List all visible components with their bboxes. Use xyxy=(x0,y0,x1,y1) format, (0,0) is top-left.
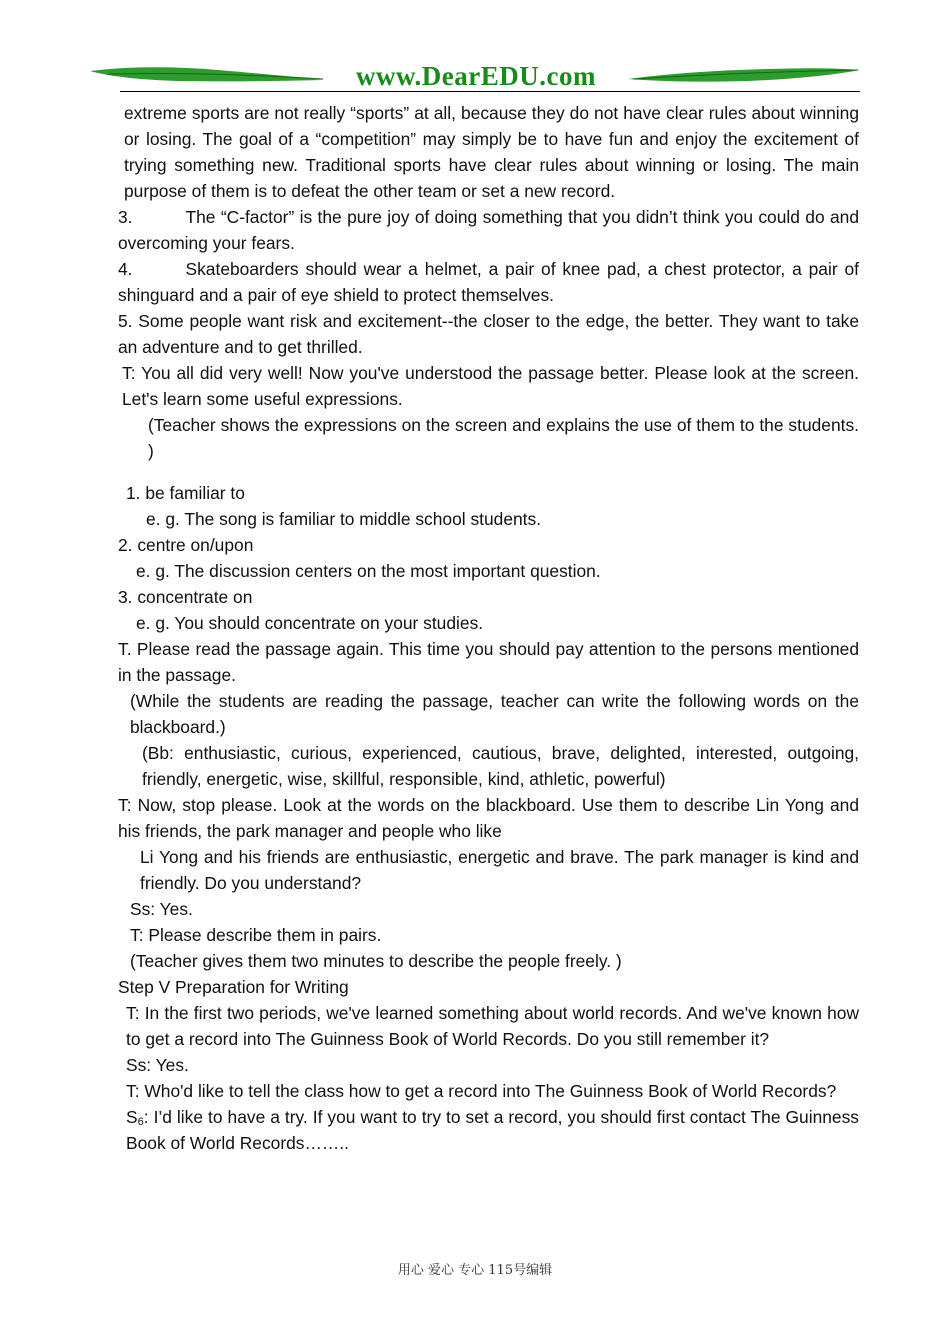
numbered-item xyxy=(118,204,859,256)
students-line: Ss: Yes. xyxy=(126,1055,189,1075)
example-line: e. g. The discussion centers on the most important question. xyxy=(136,561,601,581)
section-heading: Step V Preparation for Writing xyxy=(118,977,349,997)
numbered-item xyxy=(118,256,859,308)
student-line xyxy=(118,1104,859,1156)
blackboard-words: (Bb: enthusiastic, curious, experienced, cautious, brave, delighted, interested, outgoing, friendly, energetic, wise, skillful, responsible, kind, athletic, powerful) xyxy=(142,743,859,789)
speaker-label: S xyxy=(126,1107,138,1127)
item-text: The “C-factor” is the pure joy of doing something that you didn’t think you could do and overcoming your fears. xyxy=(118,207,859,253)
expression-item: 2. centre on/upon xyxy=(118,535,254,555)
student-text: : I’d like to have a try. If you want to try to set a record, you should first contact The Guinness Book of World Records…….. xyxy=(126,1107,859,1153)
site-header xyxy=(88,58,864,98)
students-line: Ss: Yes. xyxy=(130,899,193,919)
expression-item: 3. concentrate on xyxy=(118,587,253,607)
numbered-item: 5. Some people want risk and excitement--the closer to the edge, the better. They want to take an adventure and to get thrilled. xyxy=(118,311,859,357)
site-logo-text[interactable]: www.DearEDU.com xyxy=(356,61,596,91)
speaker-number: 6 xyxy=(137,1116,144,1128)
example-line: e. g. The song is familiar to middle school students. xyxy=(146,509,542,529)
paragraph: Li Yong and his friends are enthusiastic, energetic and brave. The park manager is kind and friendly. Do you understand? xyxy=(140,847,859,893)
teacher-line: T: Who'd like to tell the class how to get a record into The Guinness Book of World Records? xyxy=(126,1081,837,1101)
item-number: 4. xyxy=(118,259,133,279)
example-line: e. g. You should concentrate on your studies. xyxy=(136,613,484,633)
teacher-line: T: Now, stop please. Look at the words on the blackboard. Use them to describe Lin Yong and his friends, the park manager and people who like xyxy=(118,795,859,841)
teacher-line: T: In the first two periods, we've learned something about world records. And we've known how to get a record into The Guinness Book of World Records. Do you still remember it? xyxy=(126,1003,859,1049)
paragraph: extreme sports are not really “sports” at all, because they do not have clear rules about winning or losing. The goal of a “competition” may simply be to have fun and enjoy the excitement of trying something new. Traditional sports have clear rules about winning or losing. The main purpose of them is to defeat the other team or set a new record. xyxy=(124,103,859,201)
stage-direction: (Teacher shows the expressions on the screen and explains the use of them to the students. ) xyxy=(148,415,859,461)
expression-item: 1. be familiar to xyxy=(126,483,245,503)
page-footer: 用心 爱心 专心 115号编辑 xyxy=(397,1263,553,1278)
item-number: 3. xyxy=(118,207,133,227)
header-rule xyxy=(120,91,860,92)
item-text: Skateboarders should wear a helmet, a pair of knee pad, a chest protector, a pair of shinguard and a pair of eye shield to protect themselves. xyxy=(118,259,859,305)
teacher-line: T. Please read the passage again. This time you should pay attention to the persons mentioned in the passage. xyxy=(118,639,859,685)
teacher-line: T: Please describe them in pairs. xyxy=(130,925,382,945)
document-body xyxy=(118,100,859,1156)
stage-direction: (Teacher gives them two minutes to describe the people freely. ) xyxy=(130,951,622,971)
stage-direction: (While the students are reading the passage, teacher can write the following words on the blackboard.) xyxy=(130,691,859,737)
teacher-line: T: You all did very well! Now you've understood the passage better. Please look at the screen. Let's learn some useful expressions. xyxy=(122,363,859,409)
